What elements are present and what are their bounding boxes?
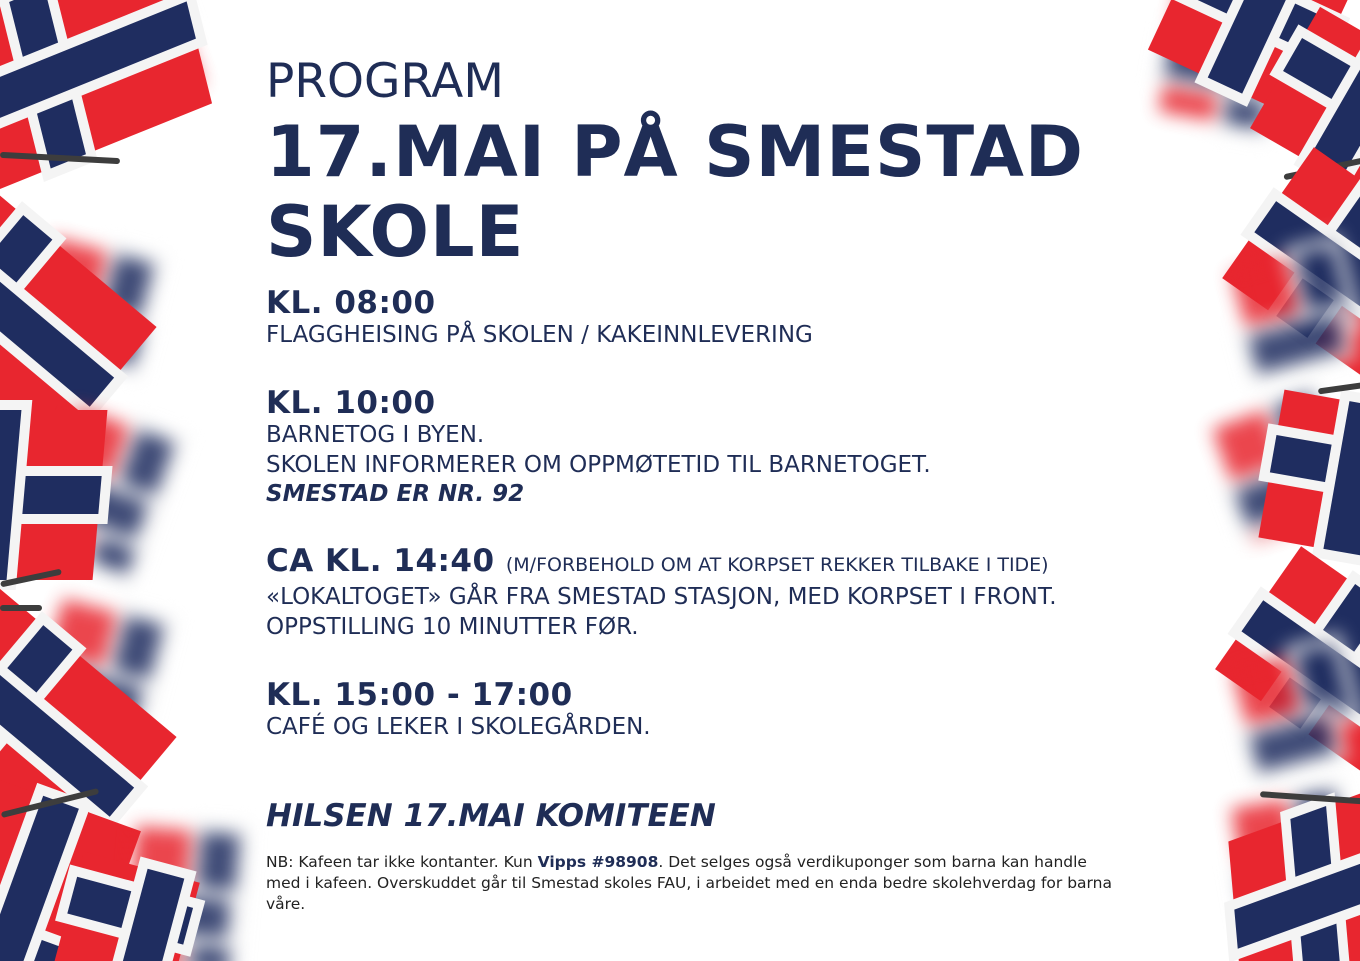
norwegian-flag-icon — [1231, 250, 1339, 351]
schedule-time: KL. 08:00 — [266, 285, 436, 321]
flag-pole — [1, 788, 99, 818]
norwegian-flag-icon — [1232, 651, 1327, 739]
footnote-text: . Det selges også verdikuponger som barna kan handle med i kafeen. Overskuddet går til Smestad skoles FAU, i arbeidet med en enda bedre skolehverdag for barna våre. — [266, 853, 1112, 913]
flag-pole — [0, 605, 42, 611]
page-title-line-2: SKOLE — [266, 191, 525, 273]
schedule-list — [266, 286, 1146, 742]
schedule-time: KL. 10:00 — [266, 385, 436, 421]
norwegian-flag-icon — [1159, 0, 1272, 127]
schedule-description: SKOLEN INFORMERER OM OPPMØTETID TIL BARNETOGET. — [266, 452, 931, 478]
flag-pole — [1283, 156, 1360, 181]
norwegian-flag-icon — [0, 173, 157, 457]
footnote — [266, 852, 1126, 915]
schedule-emphasis: SMESTAD ER NR. 92 — [266, 481, 525, 507]
flag-pole — [1318, 382, 1360, 395]
flag-pole — [0, 569, 62, 588]
footnote-text: NB: Kafeen tar ikke kontanter. Kun — [266, 853, 538, 871]
schedule-note: (M/FORBEHOLD OM AT KORPSET REKKER TILBAKE I TIDE) — [505, 554, 1049, 576]
schedule-description: FLAGGHEISING PÅ SKOLEN / KAKEINNLEVERING — [266, 322, 813, 348]
schedule-item — [266, 286, 1146, 350]
norwegian-flag-icon — [1231, 793, 1339, 917]
norwegian-flag-icon — [0, 0, 202, 166]
flag-pole — [0, 152, 120, 164]
norwegian-flag-icon — [1250, 7, 1360, 203]
schedule-description: BARNETOG I BYEN. — [266, 422, 485, 448]
norwegian-flag-icon — [50, 852, 200, 961]
norwegian-flag-icon — [1212, 398, 1338, 542]
norwegian-flag-icon — [1228, 773, 1360, 961]
program-subtitle: PROGRAM — [266, 54, 504, 109]
norwegian-flag-icon — [1258, 390, 1360, 571]
schedule-description: «LOKALTOGET» GÅR FRA SMESTAD STASJON, MED KORPSET I FRONT. — [266, 584, 1057, 610]
norwegian-flag-icon — [40, 599, 160, 712]
schedule-time: KL. 15:00 - 17:00 — [266, 677, 573, 713]
flag-pole — [1260, 791, 1360, 805]
norwegian-flag-icon — [30, 237, 160, 352]
norwegian-flag-icon — [1215, 546, 1360, 784]
norwegian-flag-icon — [124, 826, 236, 961]
norwegian-flag-icon — [0, 583, 177, 867]
page-title-line-1: 17.MAI PÅ SMESTAD — [266, 111, 1085, 193]
norwegian-flag-icon — [1148, 0, 1352, 117]
norwegian-flag-icon — [1222, 147, 1360, 393]
schedule-time-row — [266, 544, 1146, 582]
schedule-item — [266, 386, 1146, 508]
schedule-time: CA KL. 14:40 — [266, 543, 495, 579]
schedule-item — [266, 678, 1146, 742]
norwegian-flag-icon — [29, 407, 171, 573]
schedule-description: OPPSTILLING 10 MINUTTER FØR. — [266, 614, 639, 640]
schedule-description: CAFÉ OG LEKER I SKOLEGÅRDEN. — [266, 714, 651, 740]
program-poster — [266, 52, 1146, 915]
norwegian-flag-icon — [0, 410, 107, 580]
schedule-item — [266, 544, 1146, 642]
norwegian-flag-icon — [0, 773, 141, 961]
signature: HILSEN 17.MAI KOMITEEN — [266, 798, 716, 834]
vipps-number: Vipps #98908 — [537, 853, 659, 871]
norwegian-flag-icon — [0, 0, 212, 193]
